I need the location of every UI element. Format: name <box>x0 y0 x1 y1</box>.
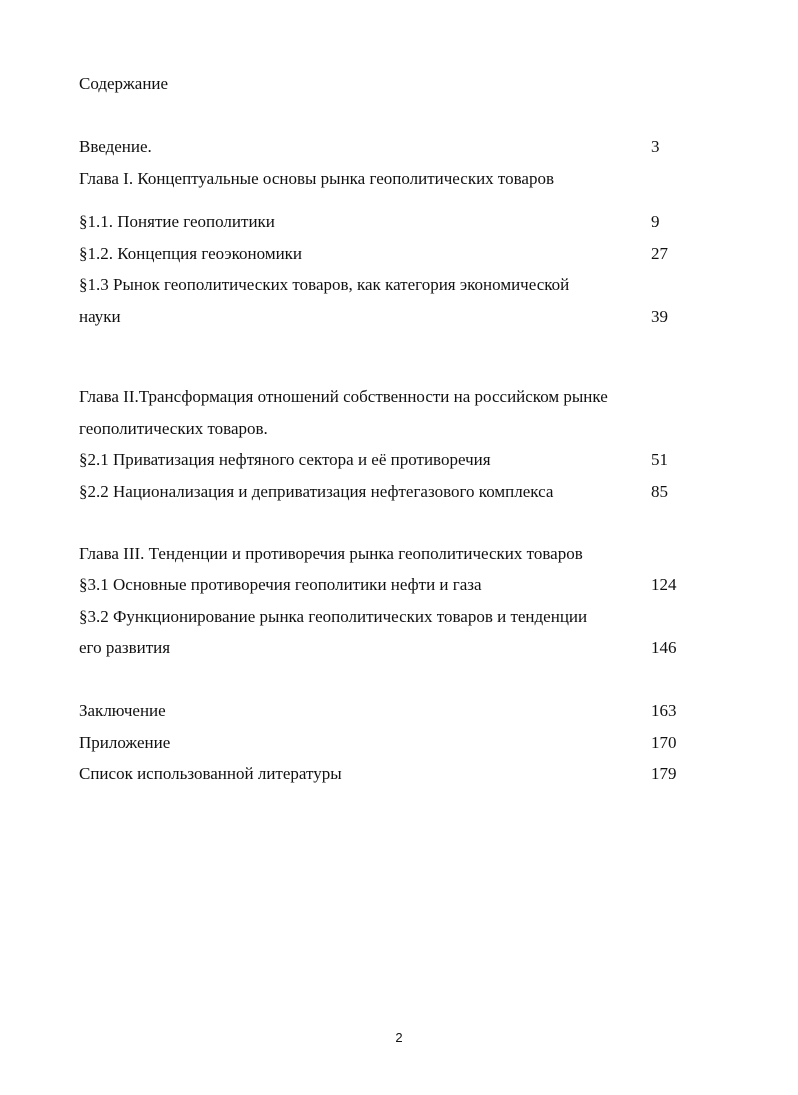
toc-page-bibliography: 179 <box>651 764 677 783</box>
toc-entry-3-2-cont: его развития <box>79 638 171 657</box>
toc-entry-1-1: §1.1. Понятие геополитики <box>79 212 275 231</box>
toc-entry-1-2: §1.2. Концепция геоэкономики <box>79 244 303 263</box>
toc-page-appendix: 170 <box>651 733 677 752</box>
toc-entry-bibliography: Список использованной литературы <box>79 764 342 783</box>
toc-entry-3-1: §3.1 Основные противоречия геополитики нефти и газа <box>79 575 482 594</box>
toc-page-2-1: 51 <box>651 450 668 469</box>
toc-page-conclusion: 163 <box>651 701 677 720</box>
toc-chapter-2-heading-cont: геополитических товаров. <box>79 419 268 438</box>
toc-title: Содержание <box>79 74 169 93</box>
toc-entry-1-3-cont: науки <box>79 307 121 326</box>
toc-page-1-3: 39 <box>651 307 668 326</box>
toc-entry-appendix: Приложение <box>79 733 171 752</box>
toc-page-1-1: 9 <box>651 212 660 231</box>
toc-page-3-2: 146 <box>651 638 677 657</box>
toc-entry-conclusion: Заключение <box>79 701 166 720</box>
toc-entry-1-3: §1.3 Рынок геополитических товаров, как категория экономической <box>79 275 570 294</box>
toc-chapter-3-heading: Глава III. Тенденции и противоречия рынка геополитических товаров <box>79 544 583 563</box>
toc-entry-3-2: §3.2 Функционирование рынка геополитических товаров и тенденции <box>79 607 588 626</box>
toc-entry-introduction: Введение. <box>79 137 152 156</box>
toc-chapter-2-heading: Глава II.Трансформация отношений собственности на российском рынке <box>79 387 608 406</box>
toc-chapter-1-heading: Глава I. Концептуальные основы рынка геополитических товаров <box>79 169 555 188</box>
toc-page-3-1: 124 <box>651 575 677 594</box>
toc-entry-2-2: §2.2 Национализация и деприватизация нефтегазового комплекса <box>79 482 554 501</box>
toc-page-introduction: 3 <box>651 137 660 156</box>
toc-page-2-2: 85 <box>651 482 668 501</box>
toc-page-1-2: 27 <box>651 244 668 263</box>
page-number: 2 <box>395 1030 403 1045</box>
toc-entry-2-1: §2.1 Приватизация нефтяного сектора и её противоречия <box>79 450 491 469</box>
